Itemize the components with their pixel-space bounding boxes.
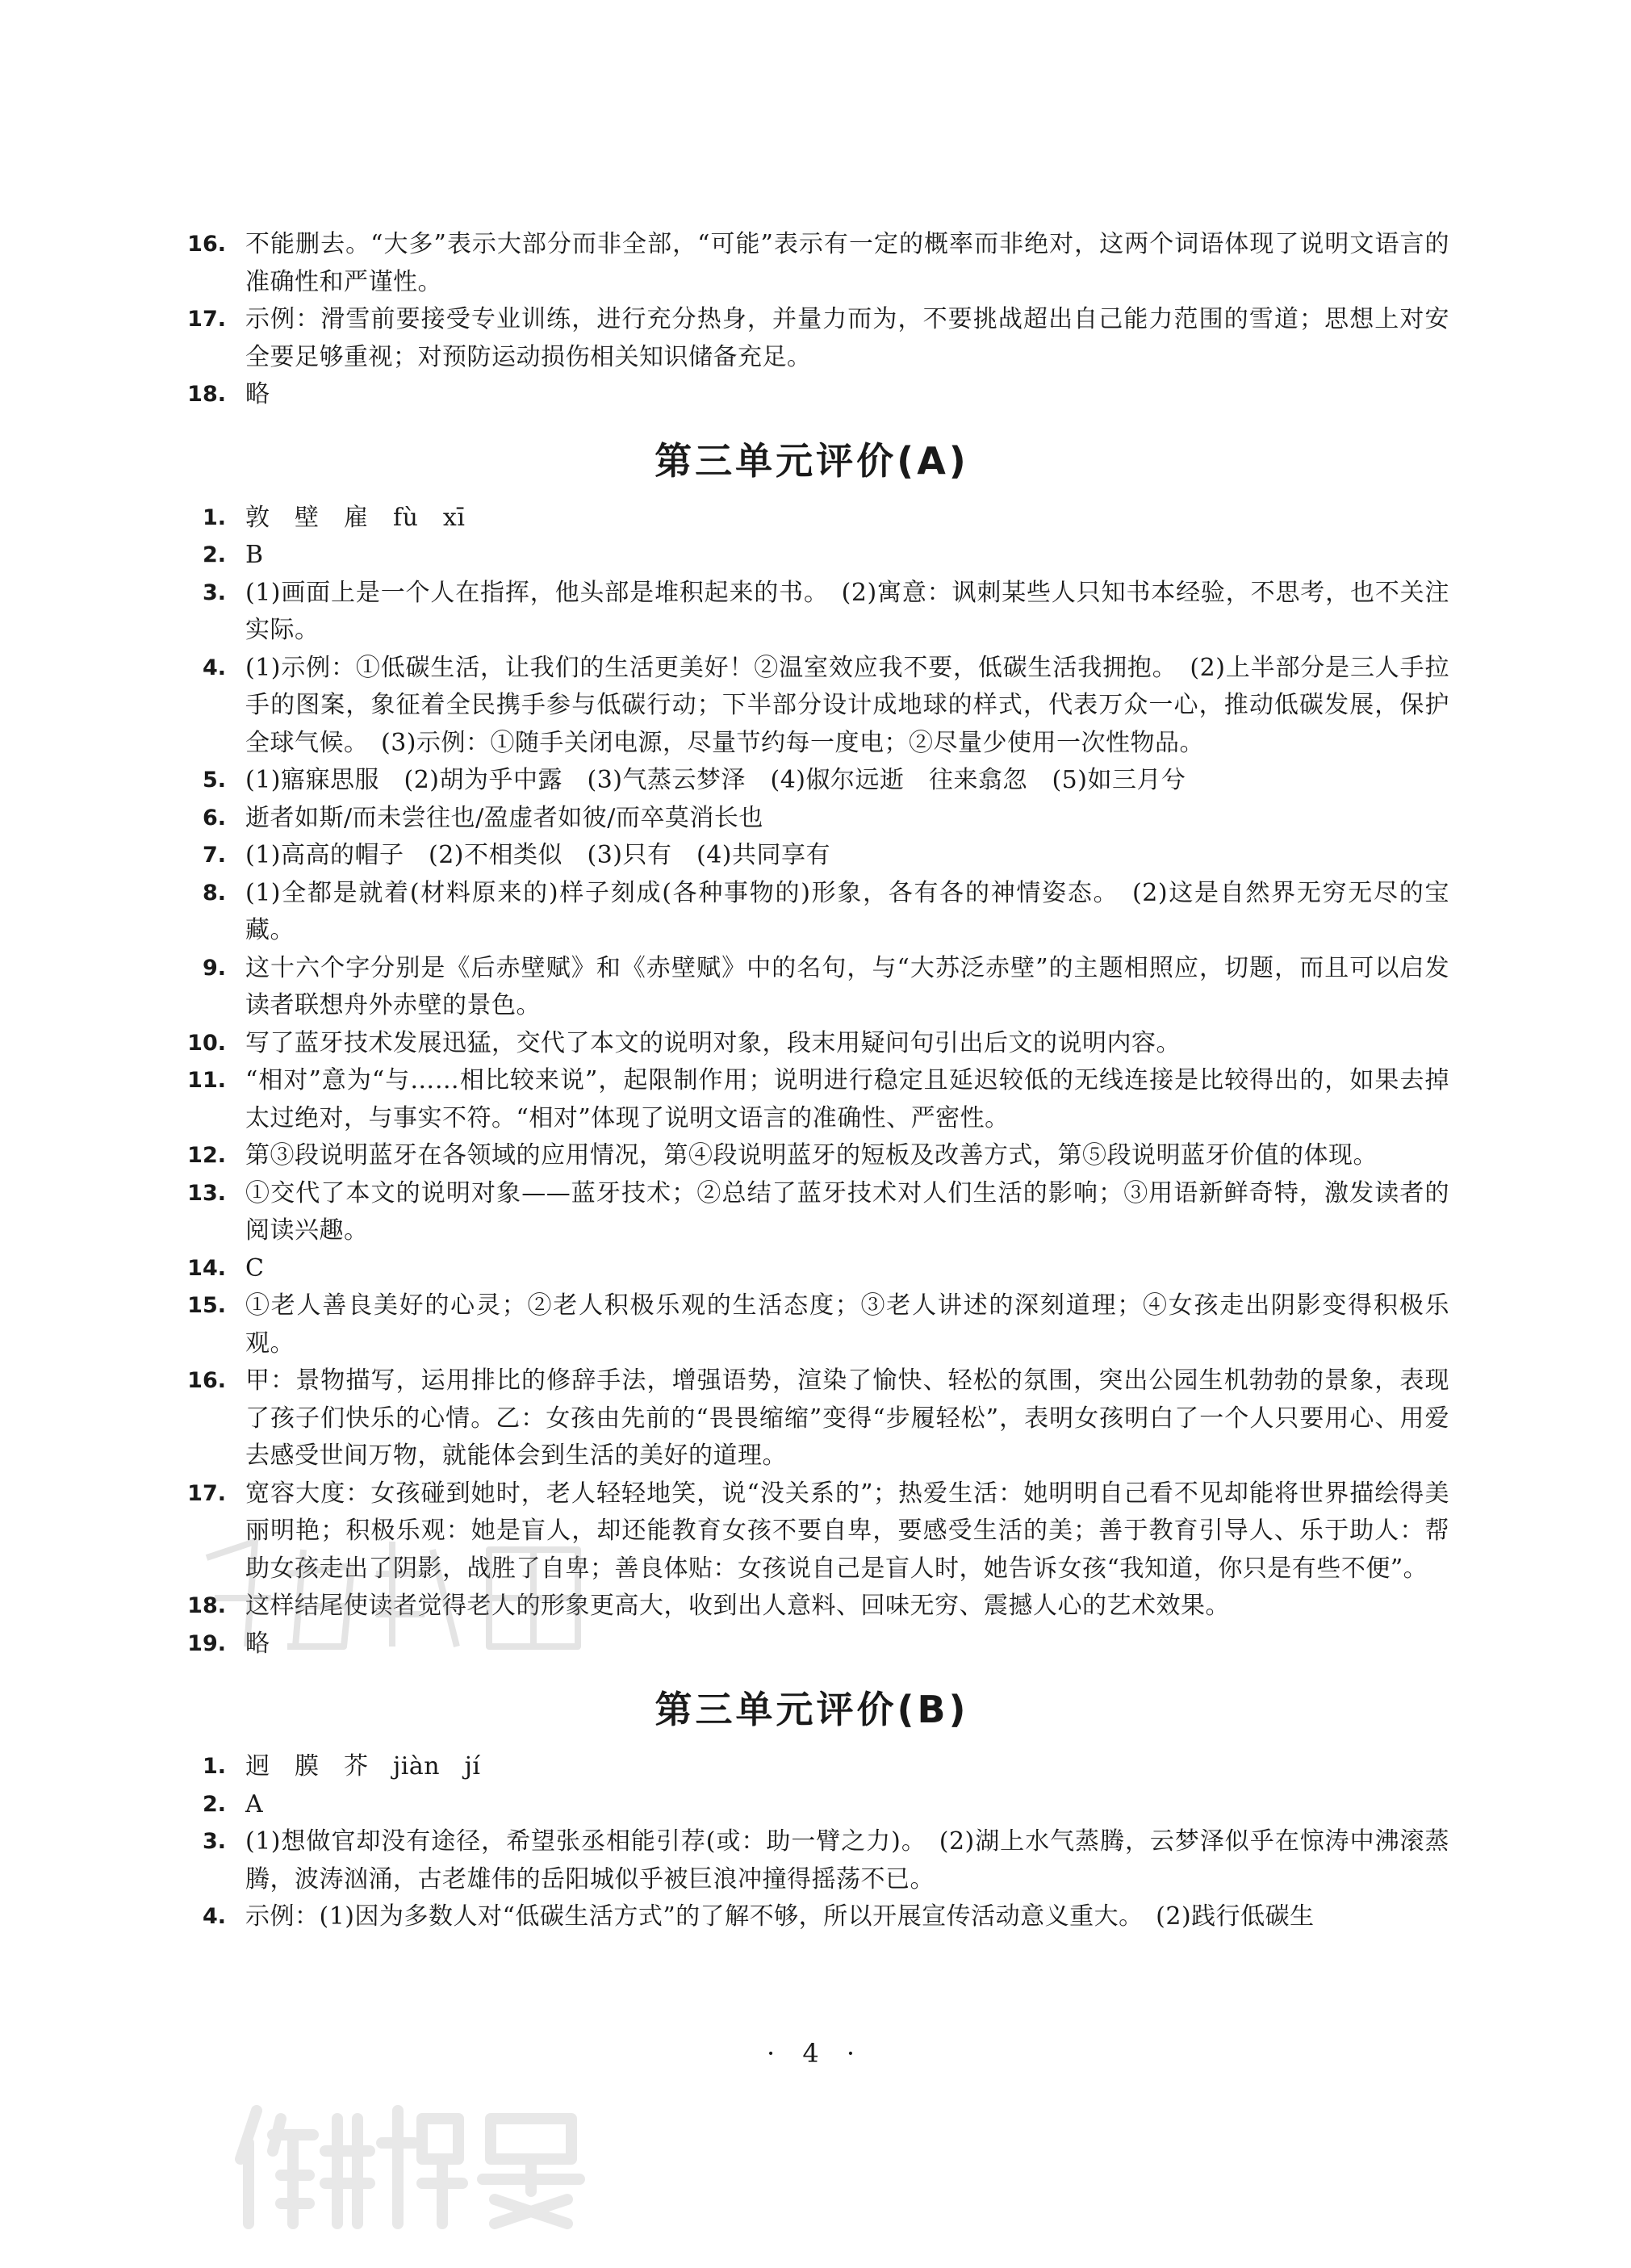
answer-number: 4. [202, 655, 226, 680]
section-continued [158, 226, 1449, 414]
answer-item [158, 1362, 1449, 1475]
answer-number: 11. [187, 1068, 226, 1093]
answer-item [158, 800, 1449, 838]
answer-number: 17. [187, 1480, 226, 1506]
section-a-items [158, 500, 1449, 1663]
answer-item [158, 1287, 1449, 1362]
answer-text: 不能删去。“大多”表示大部分而非全部，“可能”表示有一定的概率而非绝对，这两个词语体现了说明文语言的准确性和严谨性。 [245, 230, 1449, 296]
answer-item [158, 1898, 1449, 1936]
answer-item [158, 1250, 1449, 1288]
answer-text: 逝者如斯/而未尝往也/盈虚者如彼/而卒莫消长也 [245, 803, 763, 832]
answer-item [158, 875, 1449, 950]
answer-content [158, 226, 1449, 1936]
answer-item [158, 1475, 1449, 1588]
answer-text: B [245, 541, 264, 569]
answer-number: 3. [202, 1829, 226, 1854]
answer-item [158, 1823, 1449, 1898]
watermark-logo-icon [224, 2086, 596, 2240]
answer-number: 1. [202, 504, 226, 530]
answer-item [158, 1588, 1449, 1626]
answer-text: ①交代了本文的说明对象——蓝牙技术；②总结了蓝牙技术对人们生活的影响；③用语新鲜奇特，激发读者的阅读兴趣。 [245, 1178, 1449, 1245]
answer-number: 7. [202, 843, 226, 868]
answer-text: 示例：滑雪前要接受专业训练，进行充分热身，并量力而为，不要挑战超出自己能力范围的雪道；思想上对安全要足够重视；对预防运动损伤相关知识储备充足。 [245, 305, 1449, 371]
answer-number: 9. [202, 955, 226, 981]
answer-item [158, 1626, 1449, 1663]
answer-item [158, 537, 1449, 575]
answer-item [158, 837, 1449, 875]
answer-item [158, 1137, 1449, 1175]
answer-number: 16. [187, 1368, 226, 1393]
answer-text: 敦 壁 雇 fù xī [245, 503, 466, 532]
answer-number: 4. [202, 1904, 226, 1929]
answer-text: (1)示例：①低碳生活，让我们的生活更美好！②温室效应我不要，低碳生活我拥抱。 (2)上半部分是三人手拉手的图案，象征着全民携手参与低碳行动；下半部分设计成地球的样式，代表万众一心，推动低碳发展，保护全球气候。 (3)示例：①随手关闭电源，尽量节约每一度电；②尽量少使用一次性物品。 [245, 653, 1449, 757]
answer-text: 略 [245, 380, 270, 408]
answer-number: 3. [202, 580, 226, 605]
answer-number: 15. [187, 1293, 226, 1318]
answer-text: A [245, 1789, 264, 1818]
answer-item [158, 500, 1449, 538]
answer-number: 6. [202, 805, 226, 831]
answer-number: 12. [187, 1143, 226, 1168]
answer-number: 17. [187, 307, 226, 332]
answer-text: 迥 膜 芥 jiàn jí [245, 1752, 481, 1781]
answer-text: C [245, 1253, 265, 1283]
answer-item [158, 1062, 1449, 1137]
answer-number: 5. [202, 768, 226, 793]
answer-number: 2. [202, 1791, 226, 1817]
answer-number: 1. [202, 1754, 226, 1779]
answer-number: 13. [187, 1180, 226, 1206]
answer-text: 甲：景物描写，运用排比的修辞手法，增强语势，渲染了愉快、轻松的氛围，突出公园生机勃勃的景象，表现了孩子们快乐的心情。乙：女孩由先前的“畏畏缩缩”变得“步履轻松”，表明女孩明白了一个人只要用心、用爱去感受世间万物，就能体会到生活的美好的道理。 [245, 1366, 1449, 1470]
answer-item [158, 575, 1449, 650]
answer-item [158, 762, 1449, 800]
answer-text: 第③段说明蓝牙在各领域的应用情况，第④段说明蓝牙的短板及改善方式，第⑤段说明蓝牙价值的体现。 [245, 1141, 1378, 1170]
answer-text: 示例：(1)因为多数人对“低碳生活方式”的了解不够，所以开展宣传活动意义重大。 (2)践行低碳生 [245, 1902, 1315, 1931]
page-number: · 4 · [766, 2038, 865, 2069]
answer-item [158, 226, 1449, 301]
answer-text: 这十六个字分别是《后赤壁赋》和《赤壁赋》中的名句，与“大苏泛赤壁”的主题相照应，切题，而且可以启发读者联想舟外赤壁的景色。 [245, 953, 1449, 1019]
section-b-items [158, 1748, 1449, 1936]
answer-text: (1)高高的帽子 (2)不相类似 (3)只有 (4)共同享有 [245, 841, 830, 869]
answer-text: 宽容大度：女孩碰到她时，老人轻轻地笑，说“没关系的”；热爱生活：她明明自己看不见却能将世界描绘得美丽明艳；积极乐观：她是盲人，却还能教育女孩不要自卑，要感受生活的美；善于教育引导人、乐于助人：帮助女孩走出了阴影，战胜了自卑；善良体贴：女孩说自己是盲人时，她告诉女孩“我知道，你只是有些不便”。 [245, 1479, 1449, 1583]
answer-number: 16. [187, 232, 226, 257]
answer-item [158, 1025, 1449, 1063]
answer-text: (1)想做官却没有途径，希望张丞相能引荐(或：助一臂之力)。 (2)湖上水气蒸腾，云梦泽似乎在惊涛中沸滚蒸腾，波涛汹涌，古老雄伟的岳阳城似乎被巨浪冲撞得摇荡不已。 [245, 1827, 1449, 1893]
answer-text: 写了蓝牙技术发展迅猛，交代了本文的说明对象，段末用疑问句引出后文的说明内容。 [245, 1028, 1181, 1057]
answer-item [158, 376, 1449, 414]
answer-number: 18. [187, 1593, 226, 1618]
answer-number: 8. [202, 880, 226, 906]
answer-text: (1)画面上是一个人在指挥，他头部是堆积起来的书。 (2)寓意：讽刺某些人只知书本经验，不思考，也不关注实际。 [245, 578, 1449, 644]
answer-text: (1)全都是就着(材料原来的)样子刻成(各种事物的)形象，各有各的神情姿态。 (2)这是自然界无穷无尽的宝藏。 [245, 878, 1449, 944]
section-b-title: 第三单元评价(B) [654, 1688, 969, 1731]
answer-number: 19. [187, 1630, 226, 1656]
answer-text: “相对”意为“与……相比较来说”，起限制作用；说明进行稳定且延迟较低的无线连接是比较得出的，如果去掉太过绝对，与事实不符。“相对”体现了说明文语言的准确性、严密性。 [245, 1066, 1449, 1132]
answer-number: 10. [187, 1030, 226, 1056]
answer-item [158, 950, 1449, 1025]
answer-text: ①老人善良美好的心灵；②老人积极乐观的生活态度；③老人讲述的深刻道理；④女孩走出阴影变得积极乐观。 [245, 1291, 1449, 1358]
answer-item [158, 1786, 1449, 1824]
answer-number: 14. [187, 1255, 226, 1281]
answer-item [158, 1175, 1449, 1250]
answer-number: 18. [187, 382, 226, 407]
answer-number: 2. [202, 542, 226, 567]
answer-item [158, 301, 1449, 376]
answer-item [158, 1748, 1449, 1786]
answer-text: 这样结尾使读者觉得老人的形象更高大，收到出人意料、回味无穷、震撼人心的艺术效果。 [245, 1592, 1230, 1620]
answer-text: 略 [245, 1629, 270, 1658]
answer-item [158, 650, 1449, 763]
answer-text: (1)寤寐思服 (2)胡为乎中露 (3)气蒸云梦泽 (4)俶尔远逝 往来翕忽 (5)如三月兮 [245, 766, 1186, 794]
section-a-title: 第三单元评价(A) [654, 438, 969, 483]
